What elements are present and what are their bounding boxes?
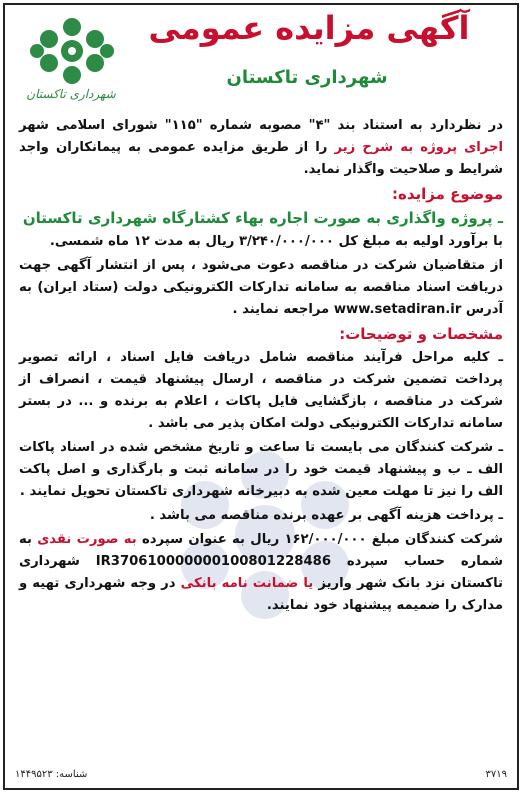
invite-paragraph: [19, 255, 503, 321]
estimate-text: با برآورد اولیه به مبلغ کل ۳/۲۴۰/۰۰۰/۰۰۰ ریال به مدت ۱۲ ماه شمسی.: [49, 234, 503, 249]
footer-code: ۳۷۱۹: [485, 769, 507, 780]
municipality-logo-icon: [17, 13, 127, 118]
subject-heading: موضوع مزایده:: [392, 185, 503, 203]
setadiran-link[interactable]: www.setadiran.ir: [333, 302, 462, 317]
notice-body: [19, 115, 503, 619]
deposit-or: یا: [303, 576, 314, 591]
deposit-text-2: به شماره حساب سپرده IR370610000000100801228486 شهرداری تاکستان نزد بانک شهر واریز: [19, 532, 503, 591]
spec-item-3: ـ پرداخت هزینه آگهی بر عهده برنده مناقصه می باشد .: [149, 508, 503, 523]
notice-title: آگهی مزایده عمومی: [148, 9, 470, 47]
spec-item-1: ـ کلیه مراحل فرآیند مناقصه شامل دریافت فایل اسناد ، ارائه تصویر پرداخت تضمین شرکت در مناقصه ، ارسال پیشنهاد قیمت ، انصراف از شرکت در مناقصه ، بازگشایی فایل پاکات ، اعلام به برنده و ... در بستر سامانه تدارکات الکترونیکی دولت امکان پذیر می باشد .: [19, 350, 503, 431]
footer-id: شناسه: ۱۴۴۹۵۲۳: [15, 769, 88, 780]
notice-subtitle: شهرداری تاکستان: [226, 67, 388, 88]
spec-item-2: ـ شرکت کنندگان می بایست تا ساعت و تاریخ مشخص شده در اسناد پاکات الف ـ ب و پیشنهاد قیمت خود را در سامانه ثبت و بارگذاری و اصل پاکت الف را نیز تا مهلت معین شده به دبیرخانه شهرداری تاکستان تحویل نمایند .: [19, 440, 503, 499]
intro-highlight: اجرای پروژه به شرح زیر: [334, 140, 503, 155]
refer-text: مراجعه نمایند .: [232, 302, 330, 317]
invite-text: از متقاضیان شرکت در مناقصه دعوت می‌شود ، پس از انتشار آگهی جهت دریافت اسناد مناقصه به سامانه تدارکات الکترونیکی دولت (ستاد ایران) به آدرس: [19, 258, 503, 317]
deposit-paragraph: [19, 529, 503, 617]
logo-caption: شهرداری تاکستان: [26, 87, 116, 101]
specs-heading: مشخصات و توضیحات:: [339, 325, 503, 343]
deposit-text-3: در وجه شهرداری تهیه و مدارک را ضمیمه پیشنهاد خود نمایند.: [19, 576, 503, 613]
deposit-guarantee: ضمانت نامه بانکی: [180, 576, 299, 591]
subject-text: ـ پروژه واگذاری به صورت اجاره بهاء کشتارگاه شهرداری تاکستان: [22, 209, 503, 227]
intro-text-2: را از طریق مزایده عمومی به پیمانکاران واجد شرایط و صلاحیت واگذار نماید.: [19, 140, 503, 177]
deposit-cash: به صورت نقدی: [37, 532, 137, 547]
intro-paragraph: [19, 115, 503, 181]
deposit-text-1: شرکت کنندگان مبلغ ۱۶۲/۰۰۰/۰۰۰ ریال به عنوان سپرده: [141, 532, 503, 547]
intro-text-1: در نظردارد به استناد بند "۴" مصوبه شماره "۱۱۵" شورای اسلامی شهر: [19, 118, 503, 133]
notice-frame: [3, 3, 519, 790]
